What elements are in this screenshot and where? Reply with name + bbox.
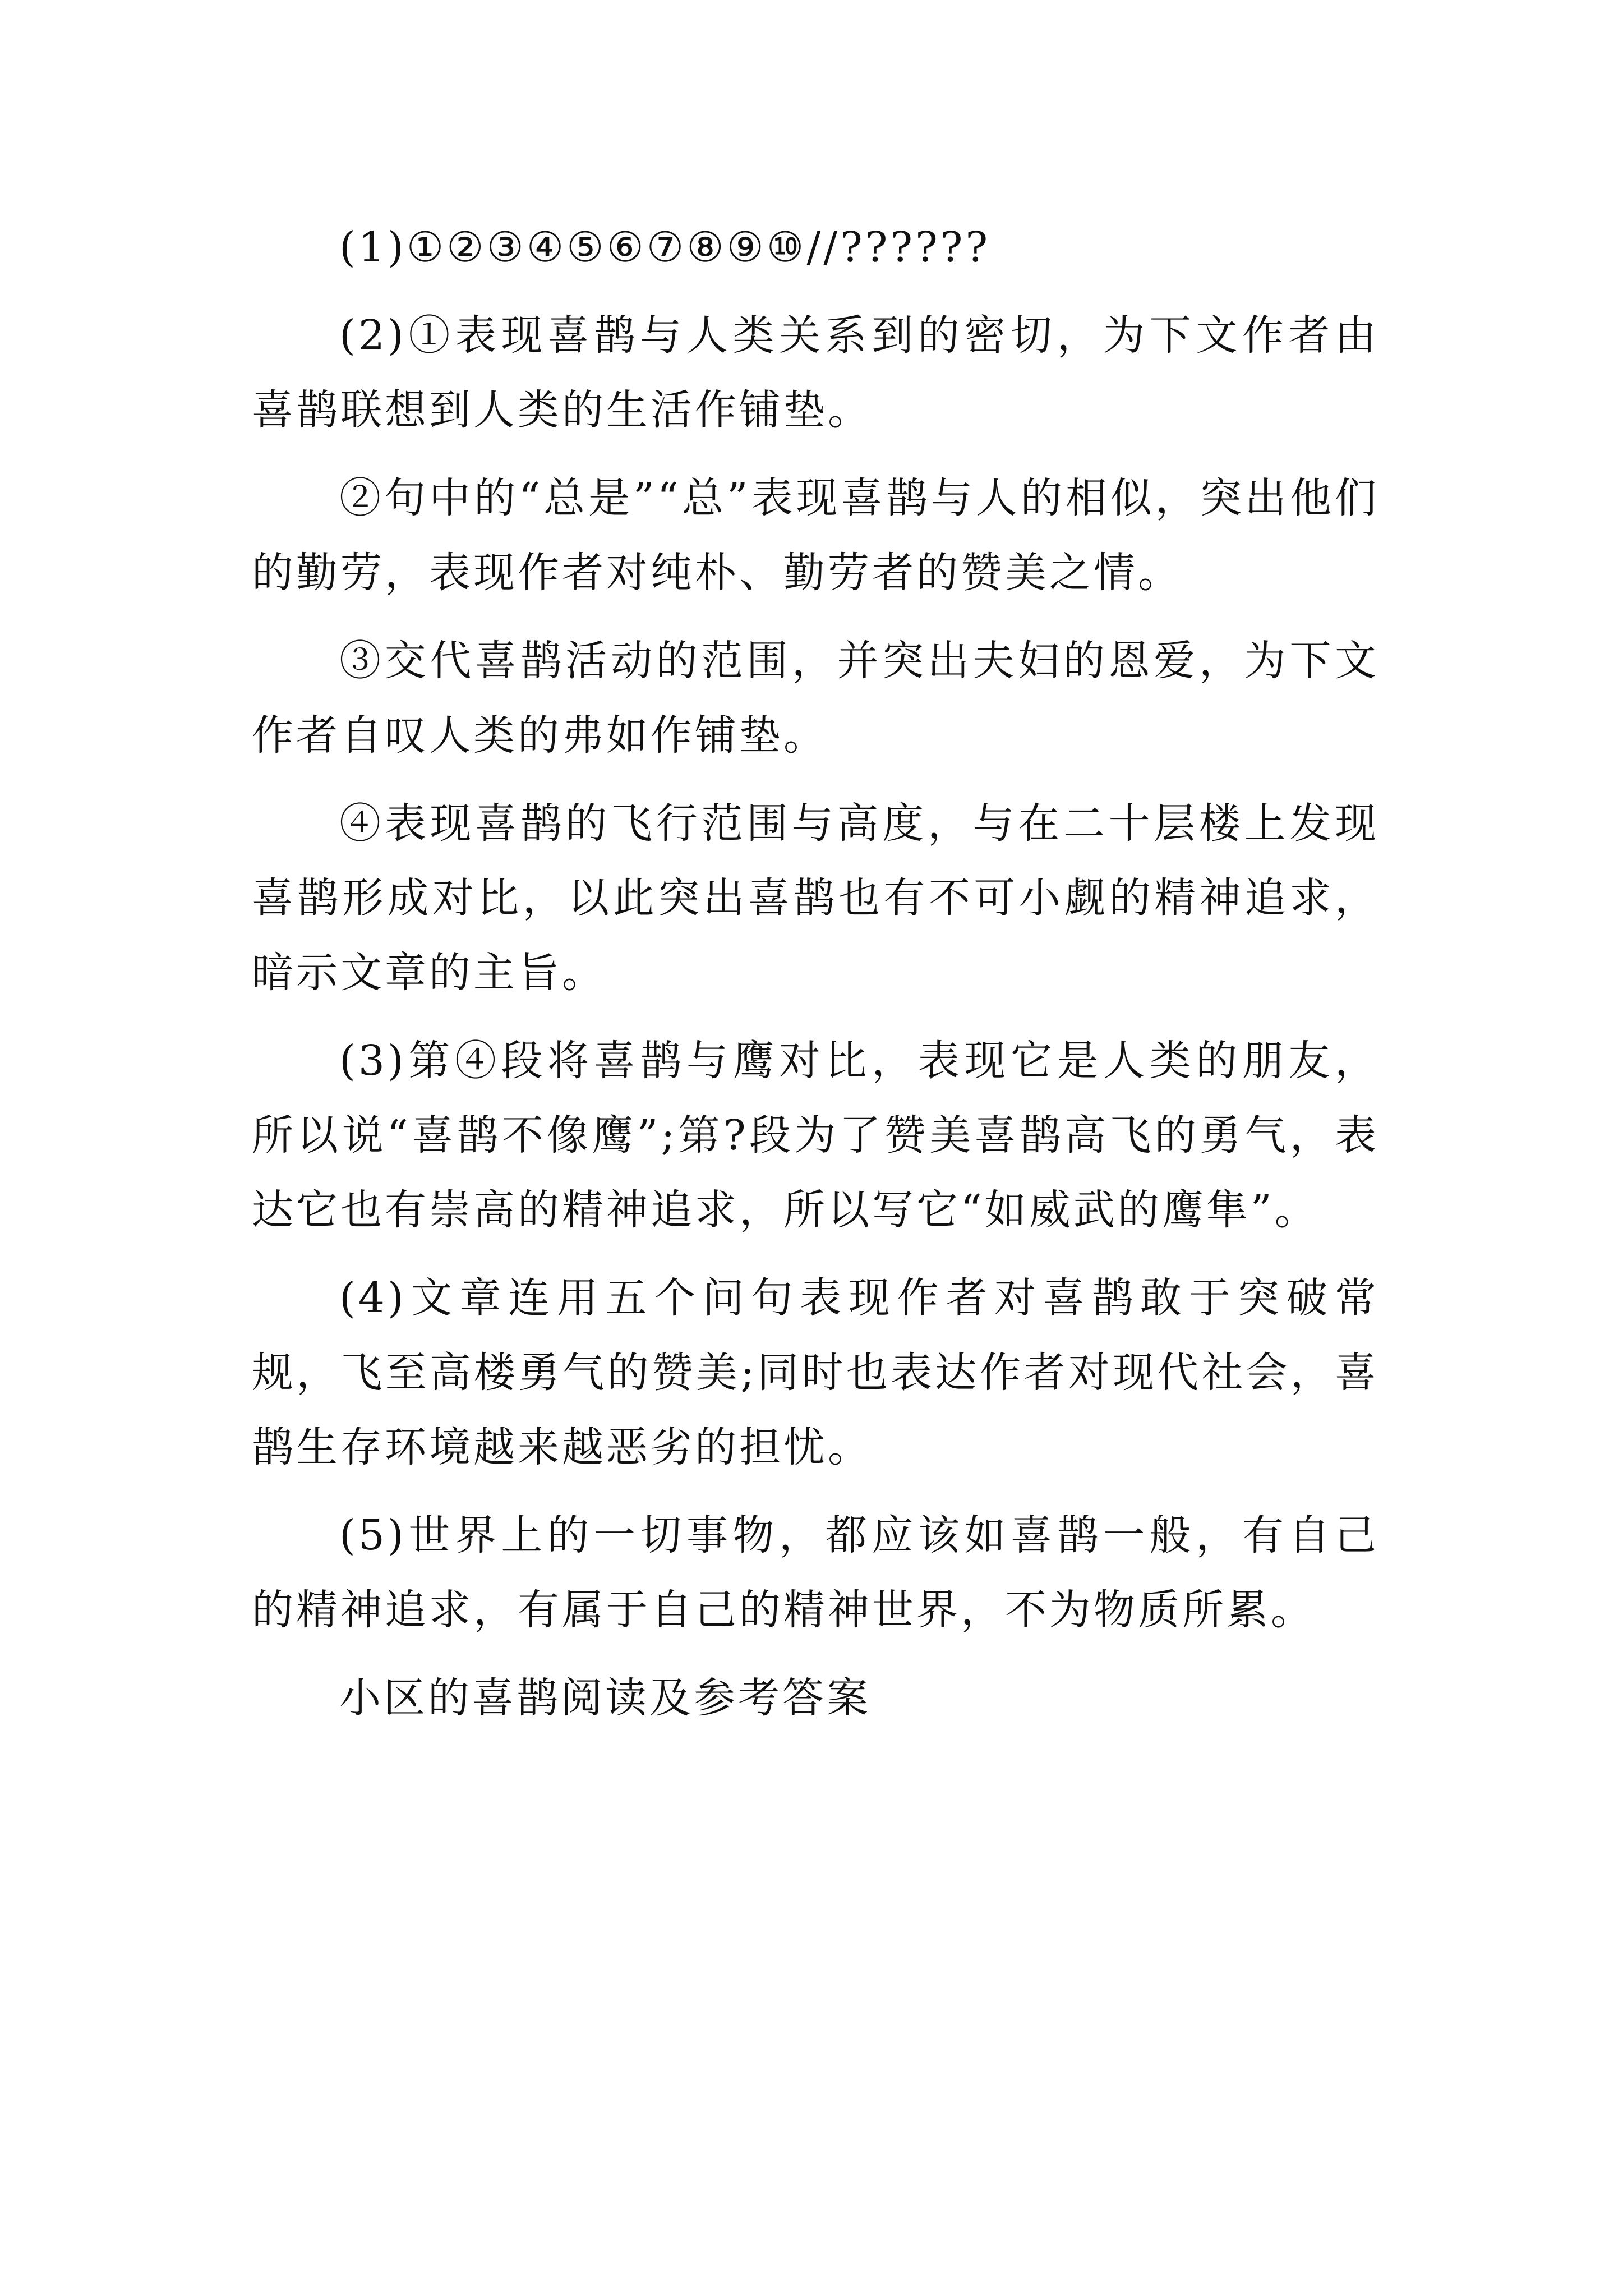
answer-paragraph-3: (3)第④段将喜鹊与鹰对比，表现它是人类的朋友，所以说“喜鹊不像鹰”;第?段为了赞美喜鹊高飞的勇气，表达它也有崇高的精神追求，所以写它“如威武的鹰隼”。 [252, 1037, 1379, 1234]
answer-paragraph-2-item-3: ③交代喜鹊活动的范围，并突出夫妇的恩爱，为下文作者自叹人类的弗如作铺垫。 [252, 637, 1379, 760]
answer-paragraph-2-item-4: ④表现喜鹊的飞行范围与高度，与在二十层楼上发现喜鹊形成对比，以此突出喜鹊也有不可小觑的精神追求，暗示文章的主旨。 [252, 799, 1379, 997]
answer-paragraph-1: (1)①②③④⑤⑥⑦⑧⑨⑩//?????? [339, 223, 991, 272]
document-title-line: 小区的喜鹊阅读及参考答案 [339, 1674, 871, 1722]
answer-paragraph-2-item-2: ②句中的“总是”“总”表现喜鹊与人的相似，突出他们的勤劳，表现作者对纯朴、勤劳者的赞美之情。 [252, 474, 1379, 597]
answer-paragraph-5: (5)世界上的一切事物，都应该如喜鹊一般，有自己的精神追求，有属于自己的精神世界，不为物质所累。 [252, 1511, 1379, 1634]
document-body [252, 210, 1379, 1736]
answer-paragraph-4: (4)文章连用五个问句表现作者对喜鹊敢于突破常规，飞至高楼勇气的赞美;同时也表达作者对现代社会，喜鹊生存环境越来越恶劣的担忧。 [252, 1274, 1379, 1471]
answer-paragraph-2: (2)①表现喜鹊与人类关系到的密切，为下文作者由喜鹊联想到人类的生活作铺垫。 [252, 311, 1379, 434]
